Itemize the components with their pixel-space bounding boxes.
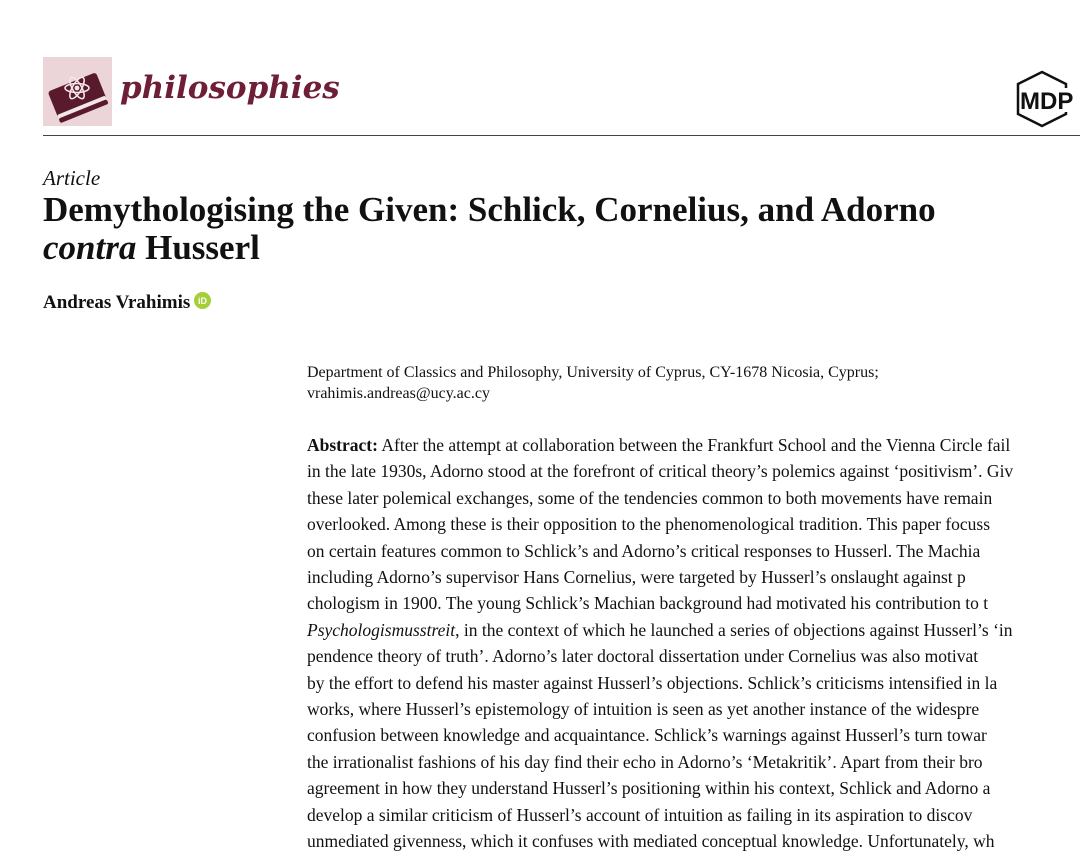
abstract-line-1-text: After the attempt at collaboration between the Frankfurt School and the Vienna Circle fail [377, 435, 1011, 455]
abstract-line: confusion between knowledge and acquaintance. Schlick’s warnings against Husserl’s turn towar [307, 725, 987, 746]
publisher-logo-text: MDP [1020, 88, 1074, 115]
abstract-italic-term: Psychologismusstreit [307, 619, 456, 640]
atom-book-icon [43, 57, 112, 126]
article-title [43, 191, 1080, 267]
journal-logo [43, 57, 112, 126]
article-title-line-2 [43, 229, 1080, 267]
abstract-line: these later polemical exchanges, some of the tendencies common to both movements have remain [307, 487, 993, 508]
article-type: Article [43, 166, 101, 190]
abstract-line: develop a similar criticism of Husserl’s account of intuition as failing in its aspiration to discov [307, 804, 973, 825]
article-title-line-1: Demythologising the Given: Schlick, Cornelius, and Adorno [43, 190, 936, 229]
abstract-line: agreement in how they understand Husserl’s positioning within his context, Schlick and Adorno a [307, 778, 991, 799]
abstract-label: Abstract: [307, 435, 378, 455]
affiliation-line: Department of Classics and Philosophy, University of Cyprus, CY-1678 Nicosia, Cyprus; [307, 364, 879, 381]
abstract-line-1 [307, 432, 1080, 458]
article-title-rest: Husserl [136, 228, 260, 267]
abstract-line: in the late 1930s, Adorno stood at the forefront of critical theory’s polemics against ‘positivism’. Giv [307, 461, 1014, 482]
abstract [307, 432, 1080, 855]
orcid-icon[interactable] [194, 292, 211, 309]
author-name: Andreas Vrahimis [43, 292, 191, 313]
author-email[interactable]: vrahimis.andreas@ucy.ac.cy [307, 385, 490, 402]
abstract-line: the irrationalist fashions of his day find their echo in Adorno’s ‘Metakritik’. Apart from their bro [307, 751, 983, 772]
abstract-line-italic-term [307, 617, 1080, 643]
journal-name: philosophies [120, 70, 340, 106]
orcid-icon-text: iD [198, 295, 208, 306]
header-divider [43, 135, 1080, 136]
mdpi-logo-icon [1014, 70, 1080, 128]
abstract-italic-line-rest: , in the context of which he launched a series of objections against Husserl’s ‘in [455, 619, 1013, 640]
abstract-line: unmediated givenness, which it confuses with mediated conceptual knowledge. Unfortunately, wh [307, 831, 995, 852]
author-row [43, 292, 211, 314]
abstract-line: including Adorno’s supervisor Hans Cornelius, were targeted by Husserl’s onslaught against p [307, 567, 966, 588]
abstract-line: by the effort to defend his master against Husserl’s objections. Schlick’s criticisms intensified in la [307, 672, 998, 693]
abstract-line: works, where Husserl’s epistemology of intuition is seen as yet another instance of the widespre [307, 699, 980, 720]
abstract-line: overlooked. Among these is their opposition to the phenomenological tradition. This paper focuss [307, 514, 991, 535]
article-title-italic-word: contra [43, 228, 137, 267]
abstract-line: pendence theory of truth’. Adorno’s later doctoral dissertation under Cornelius was also motivat [307, 646, 979, 667]
affiliation [307, 362, 1080, 404]
abstract-line: on certain features common to Schlick’s and Adorno’s critical responses to Husserl. The Machia [307, 540, 981, 561]
abstract-line: chologism in 1900. The young Schlick’s Machian background had motivated his contribution to t [307, 593, 989, 614]
